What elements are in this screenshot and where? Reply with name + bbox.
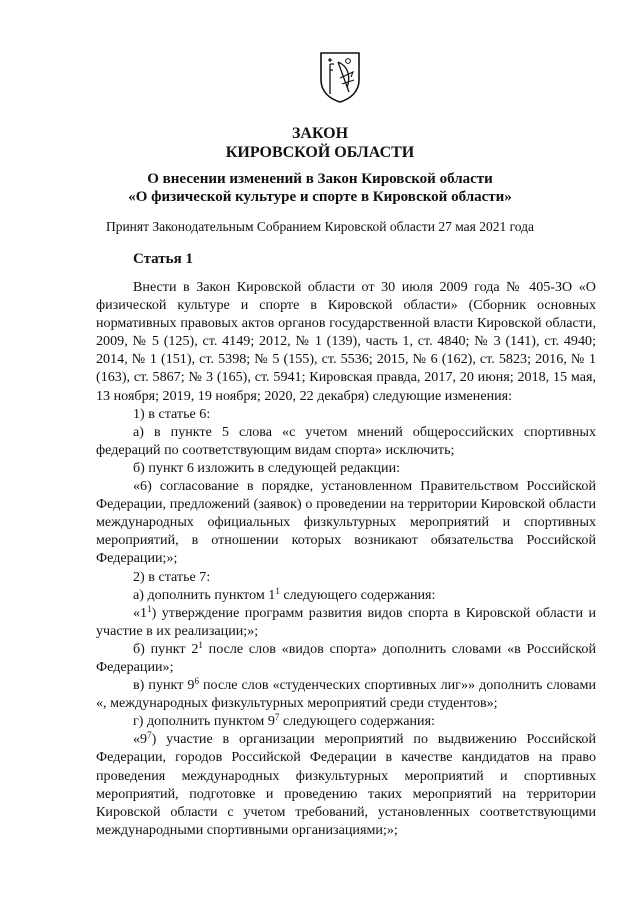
article-heading: Статья 1 [133,251,193,267]
paragraph-item-1a: а) в пункте 5 слова «с учетом мнений общероссийских спортивных федераций по соответствующим видам спорта» исключить; [96,423,596,458]
adoption-note: Принят Законодательным Собранием Кировской области 27 мая 2021 года [105,219,535,234]
law-subject-line2: «О физической культуре и спорте в Кировской области» [128,189,512,205]
paragraph-item-2a-text: «$1^1$) утверждение программ развития видов спорта в Кировской области и участие в их реализации;»; [96,603,596,639]
paragraph-intro: Внести в Закон Кировской области от 30 июля 2009 года № 405-ЗО «О физической культуре и спорте в Кировской области» (Сборник основных нормативных правовых актов органов государственной власти Кировской области, 2009, № 5 (125), ст. 4149; 2012, № 1 (139), часть 1, ст. 4840; № 3 (141), ст. 4940; 2014, № 1 (151), ст. 5398; № 5 (155), ст. 5536; 2015, № 6 (162), ст. 5823; 2016, № 1 (163), ст. 5867; № 3 (165), ст. 5941; Кировская правда, 2017, 20 июня; 2018, 15 мая, 13 ноября; 2019, 19 ноября; 2020, 22 декабря) следующие изменения: [96,279,596,404]
paragraph-item-1b-text: «6) согласование в порядке, установленном Правительством Российской Федерации, предложений (заявок) о проведении на территории Кировской области международных официальных физкультурных мероприятий и спортивных мероприятий, в отношении которых возникают обязательства Российской Федерации;»; [96,478,596,567]
article-body [96,278,596,839]
paragraph-item-2d: г) дополнить пунктом $9^7$ следующего содержания: [133,712,435,730]
paragraph-item-2a: а) дополнить пунктом $1^1$ следующего содержания: [133,585,436,603]
paragraph-item-1: 1) в статье 6: [133,405,211,422]
paragraph-item-2c: в) пункт $9^6$ после слов «студенческих спортивных лиг»» дополнить словами «, международных физкультурных мероприятий среди студентов»; [96,676,596,712]
paragraph-item-2b: б) пункт $2^1$ после слов «видов спорта» дополнить словами «в Российской Федерации»; [96,639,596,675]
paragraph-item-2d-text: «$9^7$) участие в организации мероприятий по выдвижению Российской Федерации, городов Российской Федерации в качестве кандидатов на право проведения международных физкультурных мероприятий и спортивных мероприятий, подготовке и проведению таких мероприятий на территории Кировской области с учетом требований, установленных соответствующими международными спортивными организациями;»; [96,730,596,838]
paragraph-item-2: 2) в статье 7: [133,568,211,585]
law-subject-line1: О внесении изменений в Закон Кировской области [147,171,493,187]
paragraph-item-1b: б) пункт 6 изложить в следующей редакции: [133,459,401,476]
law-title: ЗАКОН [291,125,349,142]
coat-of-arms-emblem [318,50,362,104]
law-region-title: КИРОВСКОЙ ОБЛАСТИ [225,144,415,161]
